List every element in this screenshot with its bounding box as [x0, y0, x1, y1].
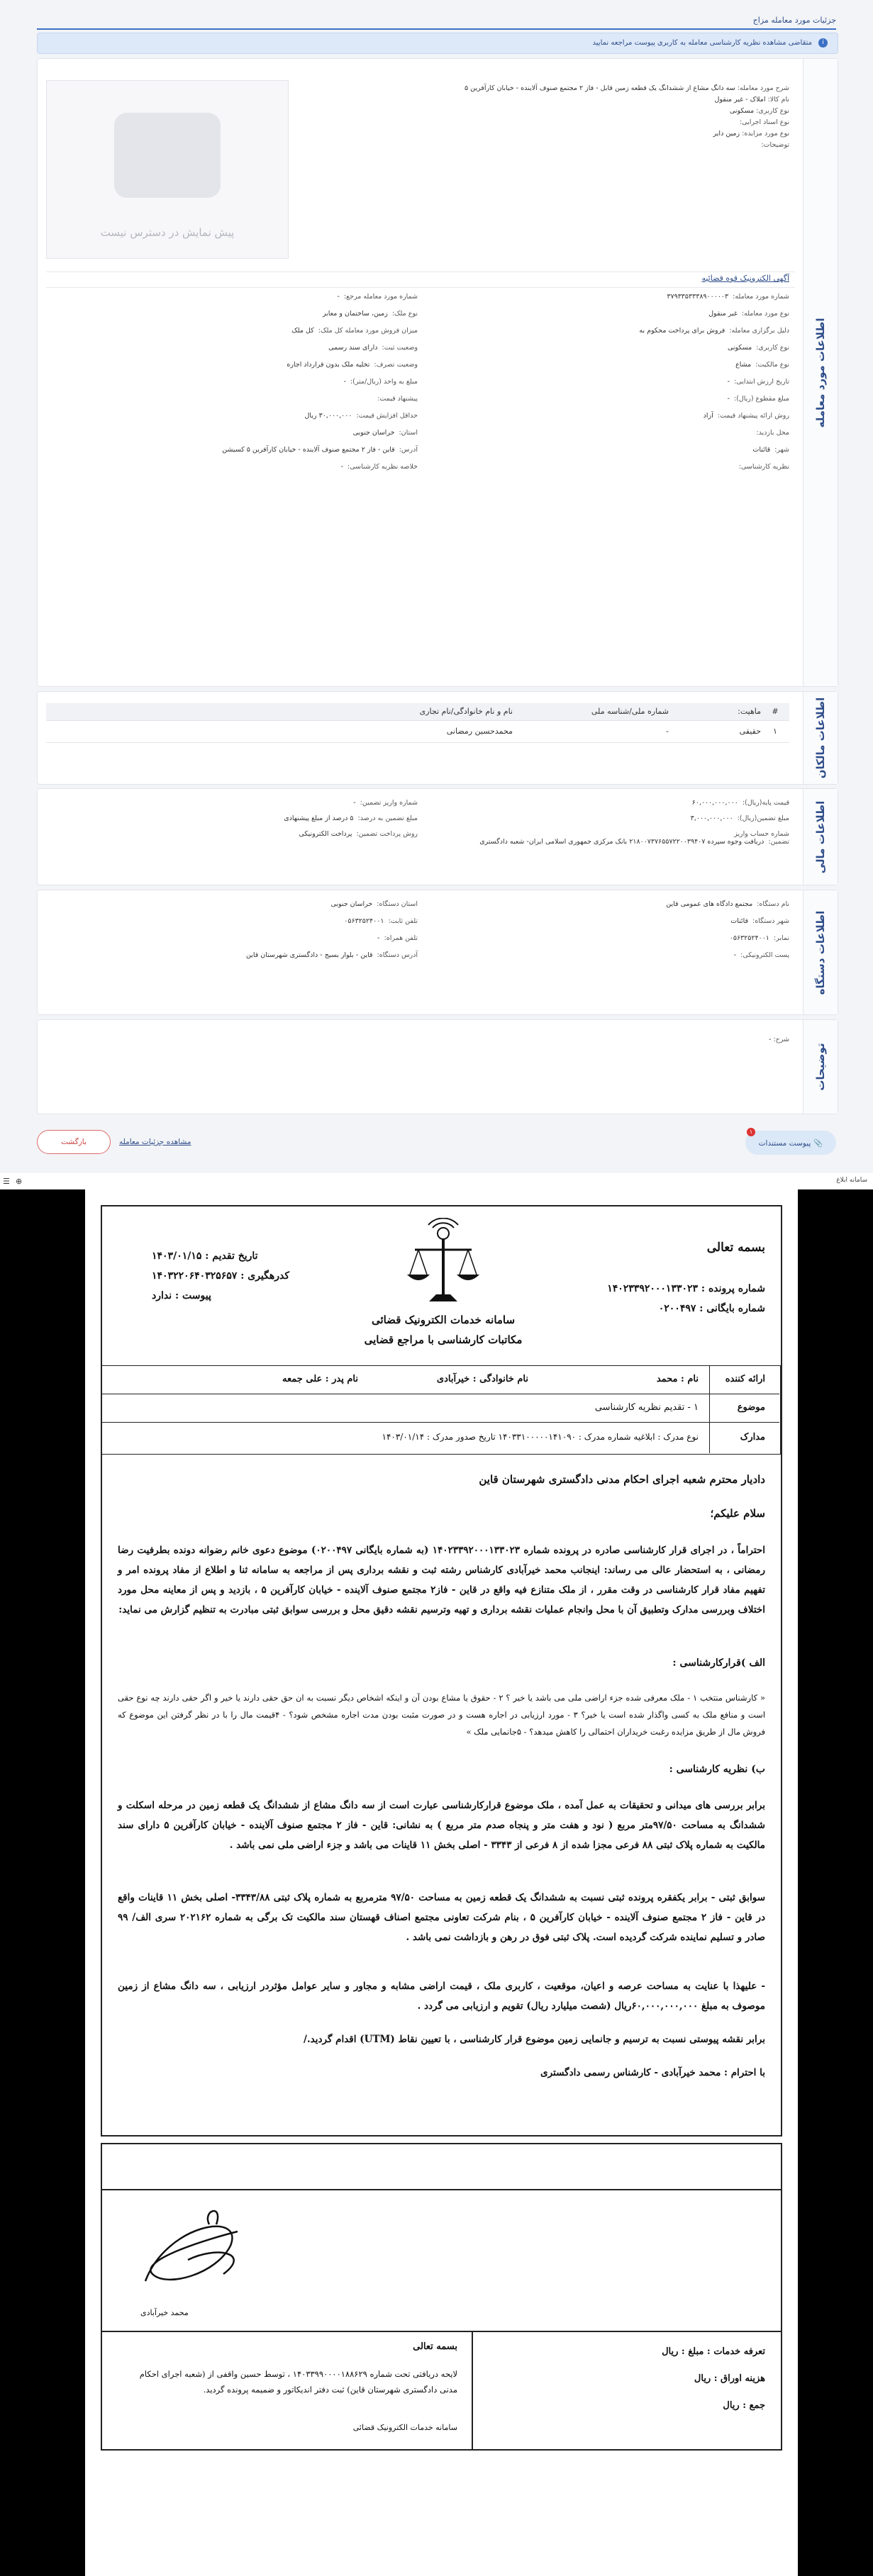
justice-scale-icon [397, 1218, 489, 1310]
signature-image [124, 2196, 273, 2302]
notice-text: متقاضی مشاهده نظریه کارشناسی معامله به کاربری پیوست مراجعه نمایید [592, 39, 812, 47]
header-divider [37, 28, 836, 30]
image-placeholder [46, 80, 289, 259]
viewer-margin-right [798, 1189, 873, 2576]
field-tx-fields-6: نوع کاربری:مسکونی [727, 344, 789, 352]
field-tx-fields-4: دلیل برگزاری معامله:فروش برای پرداخت محکوم به [639, 327, 789, 335]
viewer-zoom-icon[interactable]: ⊕ [16, 1177, 23, 1186]
doc-signer: محمد خیرآبادی [140, 2308, 189, 2317]
court-section-title: اطلاعات دستگاه [803, 890, 838, 1014]
doc-receipt-text: لایحه دریافتی تحت شماره ۱۴۰۳۳۹۹۰۰۰۰۱۸۸۶۲۹ ، توسط حسین واقفی از (شعبه اجرای احکام مدنی دادگستری شهرستان قاین) ثبت دفتر اندیکاتور و ضمیمه پرونده گردید. [139, 2369, 457, 2395]
doc-addressee: دادیار محترم شعبه اجرای احکام مدنی دادگستری شهرستان قاین [479, 1473, 765, 1486]
viewer-title: سامانه ابلاغ [836, 1177, 867, 1184]
doc-tracking: ۱۴۰۳۲۲۰۶۴۰۳۲۵۶۵۷ [152, 1270, 238, 1282]
attachments-badge: ۱ [747, 1128, 755, 1136]
doc-sender-name: محمد [656, 1374, 678, 1384]
field-court-fields-3: تلفن ثابت:۰۵۶۳۲۵۲۴۰۰۱ [344, 917, 418, 925]
field-tx-fields-8: نوع مالکیت:مشاع [735, 361, 789, 369]
field-fin-fields-2: مبلغ تضمین(ریال):۳,۰۰۰,۰۰۰,۰۰۰ [690, 814, 789, 822]
table-row: ۱ حقیقی - محمدحسین رمضانی [46, 721, 789, 743]
doc-paragraph-intro: احتراماً ، در اجرای قرار کارشناسی صادره در پرونده شماره ۱۴۰۲۳۳۹۲۰۰۰۱۳۳۰۲۳ (به شماره بایگانی ۰۲۰۰۴۹۷) موضوع دعوی خانم رضوانه دونده بطرفیت رضا رمضانی ، به استحضار عالی می رساند: اینجانب محمد خیرآبادی کارشناس رشته ثبت و نقشه برداری پس از مراجعه به سامانه ثنا و اطلاع از مفاد پرونده امر و تفهیم مفاد قرار کارشناسی در وقت مقرر ، از ملک متنازع فیه واقع در قاین - فاز۲ مجتمع صنوف آلاینده - خیابان کارآفرین ۵ ، بازدید و پس از معاینه محل مورد اختلاف وبررسی مدارک وتطبیق آن با محل وانجام عملیات نقشه برداری و تهیه وترسیم نقشه دقیق محل و بررسی سوابق ثبتی مبادرت به تنظیم گزارش می نماید: [118, 1545, 766, 1615]
field-court-fields-7: آدرس دستگاه:قاین - بلوار بسیج - دادگستری شهرستان قاین [245, 951, 418, 959]
doc-fee: تعرفه خدمات : مبلغ : ریال [662, 2346, 765, 2357]
field-court-fields-6: پست الکترونیکی:- [733, 951, 789, 959]
field-tx-fields-12: مبلغ مقطوع (ریال):- [727, 395, 789, 403]
info-icon: i [818, 38, 828, 47]
field-tx-fields-20: نظریه کارشناسی: [738, 463, 789, 471]
owners-card [37, 691, 838, 785]
viewer-margin-left [0, 1189, 85, 2576]
field-tx-fields-1: شماره مورد معامله مرجع:- [337, 293, 418, 301]
doc-sender-family: خیرآبادی [436, 1374, 470, 1384]
field-tx-fields-11: مبلغ به واحد (ریال/متر):- [343, 378, 418, 386]
field-tx-fields-13: پیشنهاد قیمت: [377, 395, 418, 403]
doc-org-subtitle: مکاتبات کارشناسی با مراجع قضایی [364, 1333, 523, 1346]
court-card [37, 890, 838, 1015]
field-tx-fields-3: نوع ملک:زمین، ساختمان و معابر [322, 310, 418, 318]
return-button[interactable]: بازگشت [37, 1130, 111, 1154]
page-title: جزئیات مورد معامله مزاج [752, 16, 836, 25]
doc-bismillah: بسمه تعالی [706, 1241, 765, 1255]
transaction-section-title: اطلاعات مورد معامله [803, 59, 838, 686]
transaction-card [37, 58, 838, 687]
field-court-fields-4: نمابر:۰۵۶۳۲۵۲۴۰۰۱ [729, 934, 789, 942]
field-tx-fields-15: حداقل افزایش قیمت:۳۰,۰۰۰,۰۰۰ ریال [304, 412, 418, 420]
doc-subject: ۱ - تقدیم نظریه کارشناسی [594, 1402, 699, 1413]
doc-reference: نوع مدرک : ابلاغیه شماره مدرک : ۱۴۰۳۳۱۰۰۰۰۰۱۴۱۰۹۰ تاریخ صدور مدرک : ۱۴۰۳/۰۱/۱۴ [382, 1432, 699, 1442]
attachment-icon: 📎 [813, 1138, 823, 1148]
doc-org-name: سامانه خدمات الکترونیک قضائی [371, 1314, 516, 1326]
field-tx-fields-14: روش ارائه پیشنهاد قیمت:آزاد [703, 412, 789, 420]
field-tx-fields-17: استان:خراسان جنوبی [352, 429, 418, 437]
field-court-fields-1: استان دستگاه:خراسان جنوبی [330, 900, 418, 908]
owners-col-name: نام و نام خانوادگی/نام تجاری [419, 707, 513, 716]
field-tx-fields-2: نوع مورد معامله:غیر منقول [708, 310, 789, 318]
field-court-fields-0: نام دستگاه:مجتمع دادگاه های عمومی قاین [666, 900, 789, 908]
doc-date: ۱۴۰۳/۰۱/۱۵ [152, 1250, 202, 1262]
field-fin-fields-1: شماره واریز تضمین:- [353, 799, 418, 807]
document-page: بسمه تعالی شماره پرونده : ۱۴۰۲۳۳۹۲۰۰۰۱۳۳۰۲۳ شماره بایگانی : ۰۲۰۰۴۹۷ تاریخ تقدیم : ۱۴۰۳/۰۱/۱۵ کدرهگیری : ۱۴۰۳۲۲۰۶۴۰۳۲۵۶۵۷ پیوست : ندارد سامانه خدمات الکترونیک قضائی مکاتبات کارشناسی با مراجع قضایی ارائه کننده نام : محمد نام خانوادگی : خیرآبادی نام پدر : علی جمعه موضوع ۱ - تقدیم نظریه کارشناسی مدارک نوع مدرک : ابلاغیه شماره مدرک : ۱۴۰۳۳۱۰۰۰۰۰۱۴۱۰۹۰ تاریخ صدور مدرک : ۱۴۰۳/۰۱/۱۴ دادیار محترم شعبه اجرای احکام مدنی دادگستری شهرستان قاین سلام علیکم؛ احتراماً ، در اجرای قرار کارشناسی صادره در پرونده شماره ۱۴۰۲۳۳۹۲۰۰۰۱۳۳۰۲۳ (به شماره بایگانی ۰۲۰۰۴۹۷) موضوع دعوی خانم رضوانه دونده بطرفیت رضا رمضانی ، به استحضار عالی می رساند: اینجانب محمد خیرآبادی کارشناس رشته ثبت و نقشه برداری پس از مراجعه به سامانه ثنا و اطلاع از مفاد پرونده امر و تفهیم مفاد قرار کارشناسی در وقت مقرر ، از ملک متنازع فیه واقع در قاین - فاز۲ مجتمع صنوف آلاینده - خیابان کارآفرین ۵ ، بازدید و پس از معاینه محل مورد اختلاف وبررسی مدارک وتطبیق آن با محل وانجام عملیات نقشه برداری و تهیه وترسیم نقشه دقیق محل و بررسی سوابق ثبتی مبادرت به تنظیم گزارش می نماید: الف )قرارکارشناسی : « کارشناس منتخب ۱ - ملک معرفی شده جزء اراضی ملی می باشد یا خیر ؟ ۲ - حقوق یا مشاع بودن آن و اینکه اشخاص دیگر نسبت به ان حق حقی دارند یا خیر و اگر حقی دارند چه نوع حقی است و منافع ملک به کسی واگذار شده است یا خیر؟ ۳ - مورد ارزیابی در اجاره هست و در صورت مثبت بودن مدت اجاره مشخص شود؟ - ۴قیمت مال را با در نظر گرفتن این موضوع که فروش مال از طریق مزایده رغبت خریداران احتمالی را کاهش میدهد؟ - ۵جانمایی ملک » ب) نظریه کارشناسی : برابر بررسی های میدانی و تحقیقات به عمل آمده ، ملک موضوع قرارکارشناسی عبارت است از سه دانگ مشاع از ششدانگ یک قطعه زمین در مرحله اسکلت و ششدانگ به مساحت ۹۷/۵۰متر مربع ( نود و هفت متر و پنجاه صدم متر مربع ) به نشانی: قاین - فاز ۲ مجتمع صنوف آلاینده - خیابان کارآفرین ۵ دارای سند مالکیت به شماره پلاک ثبتی ۸۸ فرعی مجزا شده از ۸ فرعی از ۳۳۴۳ - اصلی بخش ۱۱ قاینات می باشد و جزء اراضی ملی نمی باشد . سوابق ثبتی - برابر یکفقره پرونده ثبتی نسبت به ششدانگ یک قطعه زمین به مساحت ۹۷/۵۰ مترمربع به شماره پلاک ثبتی ۳۳۴۳/۸۸- اصلی بخش ۱۱ قاینات واقع در قاین - فاز ۲ مجتمع صنوف آلاینده - خیابان کارآفرین ۵ ، بنام شرکت تعاونی مجتمع اصناف قهستان سند مالکیت تک برگی به شماره ۲۰۲۱۶۲ سری الف/ ۹۹ صادر و تسلیم نماینده شرکت گردیده است. پلاک ثبتی فوق در رهن و بازداشت نمی باشد . - علیهذا با عنایت به مساحت عرصه و اعیان، موقعیت ، کاربری ملک ، قیمت اراضی مشابه و مجاور و سایر عوامل مؤثردر ارزیابی ، سه دانگ مشاع از زمین موصوف به مبلغ ۶۰,۰۰۰,۰۰۰,۰۰۰ریال (شصت میلیارد ریال) تقویم و ارزیابی می گردد . برابر نقشه پیوستی نسبت به ترسیم و جانمایی زمین موضوع قرار کارشناسی ، با تعیین نقاط (UTM) اقدام گردید./ با احترام : محمد خیرآبادی - کارشناس رسمی دادگستری محمد خیرآبادی تعرفه خدمات : مبلغ : ریال هزینه اوراق : ریال جمع : ریال بسمه تعالی لایحه دریافتی تحت شماره ۱۴۰۳۳۹۹۰۰۰۰۱۸۸۶۲۹ ، توسط حسین واقفی از (شعبه اجرای احکام مدنی دادگستری شهرستان قاین) ثبت دفتر اندیکاتور و ضمیمه پرونده گردید. سامانه خدمات الکترونیک قضائی [85, 1189, 798, 2576]
field-tx-fields-16: محل بازدید: [756, 429, 789, 437]
court-ad-link[interactable]: آگهی الکترونیک قوه قضائیه [701, 274, 789, 283]
field-tx-fields-9: وضعیت تصرف:تخلیه ملک بدون قرارداد اجاره [287, 361, 418, 369]
info-notice [37, 33, 838, 54]
image-caption: پیش نمایش در دسترس نیست [100, 226, 235, 239]
viewer-toolbar [0, 1173, 873, 1189]
doc-case-number: ۱۴۰۲۳۳۹۲۰۰۰۱۳۳۰۲۳ [607, 1283, 699, 1294]
viewer-menu-icon[interactable]: ☰ [3, 1177, 10, 1186]
doc-archive-number: ۰۲۰۰۴۹۷ [658, 1303, 696, 1314]
field-tx-fields-19: آدرس:قاین - فاز ۲ مجتمع صنوف آلاینده - خیابان کارآفرین ۵ کسیشن [222, 446, 418, 454]
field-fin-fields-0: قیمت پایه(ریال):۶۰,۰۰۰,۰۰۰,۰۰۰ [691, 799, 789, 807]
field-fin-fields-5: روش پرداخت تضمین:پرداخت الکترونیکی [299, 830, 418, 838]
finance-card [37, 788, 838, 885]
view-details-link[interactable]: مشاهده جزئیات معامله [119, 1138, 191, 1146]
field-tx-fields-5: میزان فروش مورد معامله کل ملک:کل ملک [291, 327, 418, 335]
owners-section-title: اطلاعات مالکان [803, 692, 838, 784]
field-court-fields-2: شهر دستگاه:قائنات [730, 917, 789, 925]
field-fin-fields-4: شماره حساب واریز تضمین:دریافت وجوه سپرده ۲۱۸۰۰۷۳۷۶۵۵۷۲۲۰۰۳۹۴۰۷ بانک مرکزی جمهوری اسلامی ایران- شعبه دادگستری [479, 830, 789, 846]
doc-paragraph-order: « کارشناس منتخب ۱ - ملک معرفی شده جزء اراضی ملی می باشد یا خیر ؟ ۲ - حقوق یا مشاع بودن آن و اینکه اشخاص دیگر نسبت به ان حق حقی دارند یا خیر و اگر حقی دارند چه نوع حقی است و منافع ملک به کسی واگذار شده است یا خیر؟ ۳ - مورد ارزیابی در اجاره هست و در صورت مثبت بودن مدت اجاره مشخص شود؟ - ۴قیمت مال را با در نظر گرفتن این موضوع که فروش مال از طریق مزایده رغبت خریداران احتمالی را کاهش میدهد؟ - ۵جانمایی ملک » [118, 1693, 766, 1737]
owners-col-index: # [772, 707, 779, 716]
field-court-fields-5: تلفن همراه:- [377, 934, 418, 942]
gavel-icon [114, 113, 221, 198]
doc-paragraph-valuation: - علیهذا با عنایت به مساحت عرصه و اعیان، موقعیت ، کاربری ملک ، قیمت اراضی مشابه و مجاور و سایر عوامل مؤثردر ارزیابی ، سه دانگ مشاع از زمین موصوف به مبلغ ۶۰,۰۰۰,۰۰۰,۰۰۰ریال (شصت میلیارد ریال) تقویم و ارزیابی می گردد . [118, 1981, 765, 2012]
field-tx-fields-18: شهر:قائنات [752, 446, 789, 454]
description-section-title: توضیحات [803, 1020, 838, 1114]
owners-col-type: ماهیت: [738, 707, 761, 716]
owners-table [46, 703, 789, 743]
page-header [0, 0, 873, 30]
field-tx-fields-7: وضعیت ثبت:دارای سند رسمی [328, 344, 418, 352]
field-fin-fields-3: مبلغ تضمین به درصد:۵ درصد از مبلغ پیشنهادی [284, 814, 418, 822]
finance-section-title: اطلاعات مالی [803, 789, 838, 885]
description-card: توضیحات شرح: - [37, 1019, 838, 1114]
item-description: سه دانگ مشاع از ششدانگ یک قطعه زمین قابل - فاز ۲ مجتمع صنوف آلاینده - خیابان کارآفرین ۵ [465, 84, 735, 92]
attachments-button[interactable]: 📎پیوست مستندات [745, 1131, 836, 1155]
field-tx-fields-21: خلاصه نظریه کارشناسی:- [340, 463, 418, 471]
owners-col-id: شماره ملی/شناسه ملی [591, 707, 669, 716]
field-tx-fields-10: تاریخ ارزش ابتدایی:- [727, 378, 789, 386]
item-summary: شرح مورد معامله: سه دانگ مشاع از ششدانگ یک قطعه زمین قابل - فاز ۲ مجتمع صنوف آلاینده - خیابان کارآفرین ۵ نام کالا: املاک - غیر منقول نوع کاربری: مسکونی نوع اسناد اجرایی: نوع مورد مزایده: زمین دایر توضیحات: [465, 84, 789, 149]
field-tx-fields-0: شماره مورد معامله:۳۷۹۳۳۵۳۳۳۸۹۰۰۰۰۰۳ [667, 293, 789, 301]
doc-paragraph-records: سوابق ثبتی - برابر یکفقره پرونده ثبتی نسبت به ششدانگ یک قطعه زمین به مساحت ۹۷/۵۰ مترمربع به شماره پلاک ثبتی ۳۳۴۳/۸۸- اصلی بخش ۱۱ قاینات واقع در قاین - فاز ۲ مجتمع صنوف آلاینده - خیابان کارآفرین ۵ ، بنام شرکت تعاونی مجتمع اصناف قهستان سند مالکیت تک برگی به شماره ۲۰۲۱۶۲ سری الف/ ۹۹ صادر و تسلیم نماینده شرکت گردیده است. پلاک ثبتی فوق در رهن و بازداشت نمی باشد . [118, 1892, 765, 1943]
doc-closing: با احترام : محمد خیرآبادی - کارشناس رسمی دادگستری [540, 2067, 765, 2078]
doc-paragraph-opinion: برابر بررسی های میدانی و تحقیقات به عمل آمده ، ملک موضوع قرارکارشناسی عبارت است از سه دانگ مشاع از ششدانگ یک قطعه زمین در مرحله اسکلت و ششدانگ به مساحت ۹۷/۵۰متر مربع ( نود و هفت متر و پنجاه صدم متر مربع ) به نشانی: قاین - فاز ۲ مجتمع صنوف آلاینده - خیابان کارآفرین ۵ دارای سند مالکیت به شماره پلاک ثبتی ۸۸ فرعی مجزا شده از ۸ فرعی از ۳۳۴۳ - اصلی بخش ۱۱ قاینات می باشد و جزء اراضی ملی نمی باشد . [118, 1800, 765, 1851]
